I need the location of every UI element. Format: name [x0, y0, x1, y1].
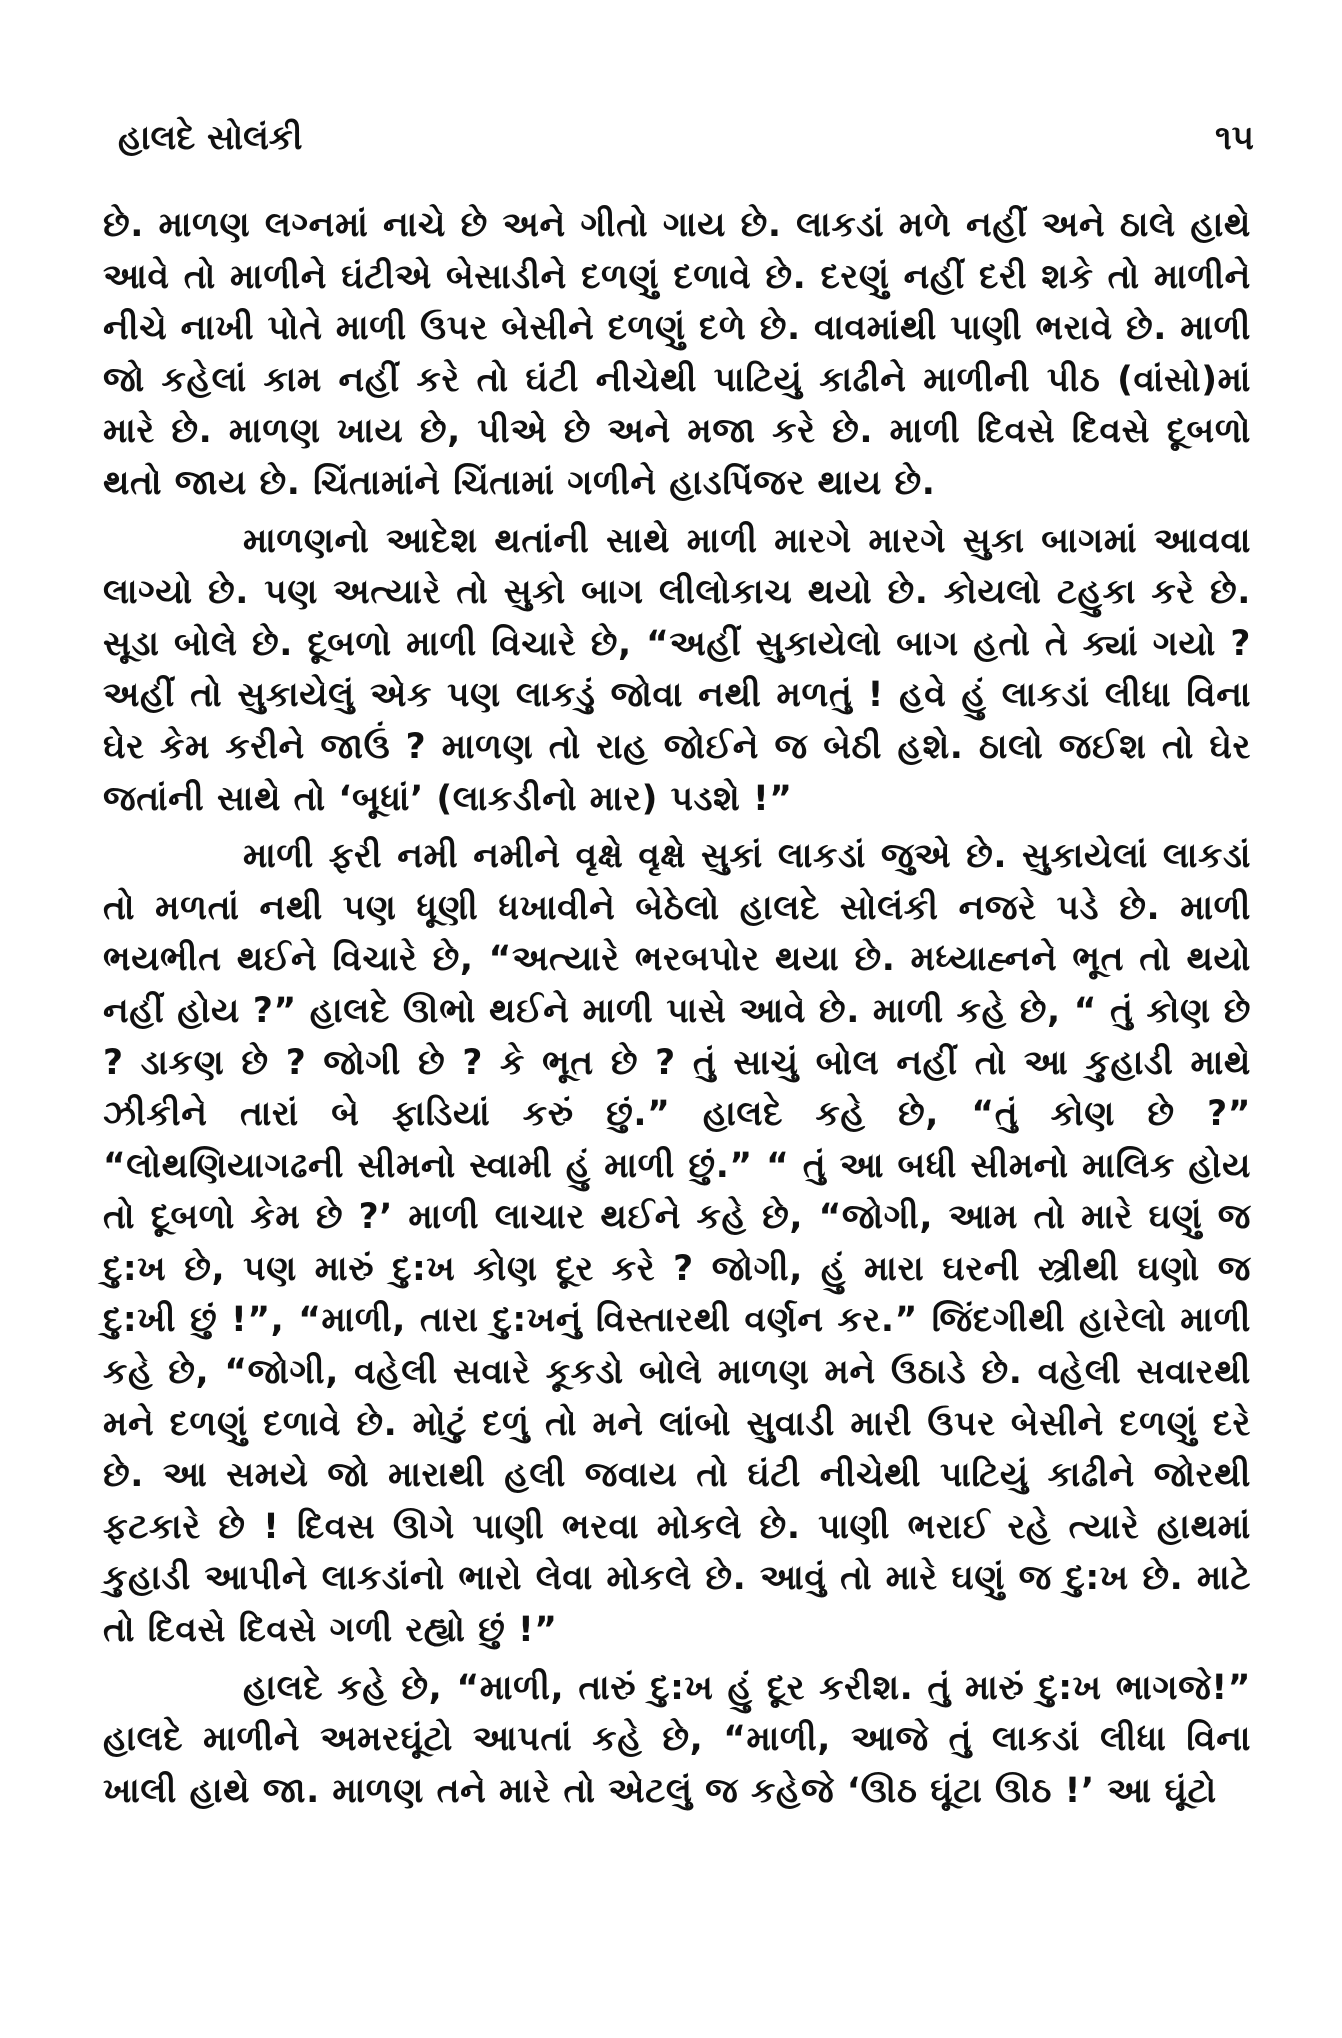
body-text: [103, 200, 1251, 1817]
paragraph-2: માળણનો આદેશ થતાંની સાથે માળી મારગે મારગે સુકા બાગમાં આવવા લાગ્યો છે. પણ અત્યારે તો સુકો બાગ લીલોકાચ થયો છે. કોયલો ટહુકા કરે છે. સૂડા બોલે છે. દૂબળો માળી વિચારે છે, “અહીં સુકાયેલો બાગ હતો તે ક્યાં ગયો ? અહીં તો સુકાયેલું એક પણ લાકડું જોવા નથી મળતું ! હવે હું લાકડાં લીધા વિના ઘેર કેમ કરીને જાઉં ? માળણ તો રાહ જોઈને જ બેઠી હશે. ઠાલો જઈશ તો ઘેર જતાંની સાથે તો ‘બૂધાં’ (લાકડીનો માર) પડશે !”: [103, 520, 1251, 819]
paragraph-1: છે. માળણ લગ્નમાં નાચે છે અને ગીતો ગાય છે. લાકડાં મળે નહીં અને ઠાલે હાથે આવે તો માળીને ઘંટીએ બેસાડીને દળણું દળાવે છે. દરણું નહીં દરી શકે તો માળીને નીચે નાખી પોતે માળી ઉપર બેસીને દળણું દળે છે. વાવમાંથી પાણી ભરાવે છે. માળી જો કહેલાં કામ નહીં કરે તો ઘંટી નીચેથી પાટિયું કાઢીને માળીની પીઠ (વાંસો)માં મારે છે. માળણ ખાય છે, પીએ છે અને મજા કરે છે. માળી દિવસે દિવસે દૂબળો થતો જાય છે. ચિંતામાંને ચિંતામાં ગળીને હાડપિંજર થાય છે.: [103, 205, 1251, 503]
paragraph-3: માળી ફરી નમી નમીને વૃક્ષે વૃક્ષે સુકાં લાકડાં જુએ છે. સુકાયેલાં લાકડાં તો મળતાં નથી પણ ધૂણી ધખાવીને બેઠેલો હાલદે સોલંકી નજરે પડે છે. માળી ભયભીત થઈને વિચારે છે, “અત્યારે ભરબપોર થયા છે. મધ્યાહ્નને ભૂત તો થયો નહીં હોય ?” હાલદે ઊભો થઈને માળી પાસે આવે છે. માળી કહે છે, “ તું કોણ છે ? ડાકણ છે ? જોગી છે ? કે ભૂત છે ? તું સાચું બોલ નહીં તો આ કુહાડી માથે ઝીકીને તારાં બે ફાડિયાં કરું છું.” હાલદે કહે છે, “તું કોણ છે ?” “લોથણિયાગઢની સીમનો સ્વામી હું માળી છું.” “ તું આ બધી સીમનો માલિક હોય તો દૂબળો કેમ છે ?’ માળી લાચાર થઈને કહે છે, “જોગી, આમ તો મારે ઘણું જ દુ:ખ છે, પણ મારું દુ:ખ કોણ દૂર કરે ? જોગી, હું મારા ઘરની સ્ત્રીથી ઘણો જ દુ:ખી છું !”, “માળી, તારા દુ:ખનું વિસ્તારથી વર્ણન કર.” જિંદગીથી હારેલો માળી કહે છે, “જોગી, વહેલી સવારે કૂકડો બોલે માળણ મને ઉઠાડે છે. વહેલી સવારથી મને દળણું દળાવે છે. મોટું દળું તો મને લાંબો સુવાડી મારી ઉપર બેસીને દળણું દરે છે. આ સમયે જો મારાથી હલી જવાય તો ઘંટી નીચેથી પાટિયું કાઢીને જોરથી ફટકારે છે ! દિવસ ઊગે પાણી ભરવા મોકલે છે. પાણી ભરાઈ રહે ત્યારે હાથમાં કુહાડી આપીને લાકડાંનો ભારો લેવા મોકલે છે. આવું તો મારે ઘણું જ દુ:ખ છે. માટે તો દિવસે દિવસે ગળી રહ્યો છું !”: [103, 836, 1251, 1651]
page-number: ૧૫: [1215, 118, 1254, 158]
running-head: [118, 118, 1254, 168]
paragraph-4: હાલદે કહે છે, “માળી, તારું દુ:ખ હું દૂર કરીશ. તું મારું દુ:ખ ભાગજે!” હાલદે માળીને અમરઘૂંટો આપતાં કહે છે, “માળી, આજે તું લાકડાં લીધા વિના ખાલી હાથે જા. માળણ તને મારે તો એટલું જ કહેજે ‘ઊઠ ઘૂંટા ઊઠ !’ આ ઘૂંટો: [103, 1667, 1251, 1811]
running-title: હાલદે સોલંકી: [118, 118, 303, 158]
